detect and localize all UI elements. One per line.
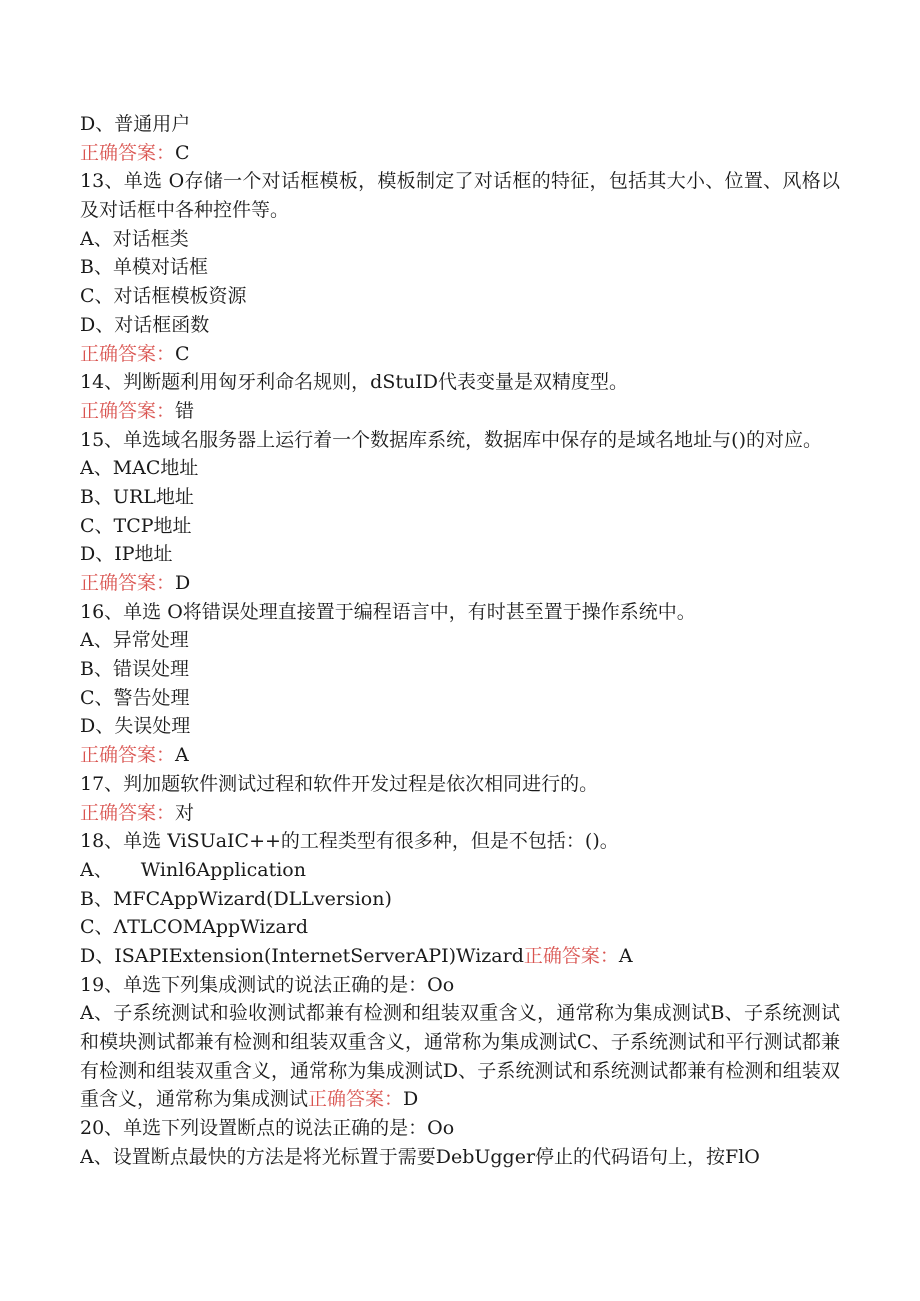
option-text: D、ISAPIExtension(InternetServerAPI)Wizard xyxy=(80,944,524,967)
answer-value: D xyxy=(175,572,191,595)
answer-line xyxy=(80,139,840,168)
question-19-options xyxy=(80,999,840,1114)
answer-value: 错 xyxy=(175,399,195,422)
option-line: A、对话框类 xyxy=(80,227,189,250)
option-prefix: A、 xyxy=(80,858,113,881)
option-line: D、失误处理 xyxy=(80,715,191,738)
answer-label: 正确答案： xyxy=(80,801,176,824)
option-line: B、URL地址 xyxy=(80,485,194,508)
option-line: C、警告处理 xyxy=(80,686,190,709)
answer-label: 正确答案： xyxy=(80,744,176,767)
question-13: 13、单选 O存储一个对话框模板，模板制定了对话框的特征，包括其大小、位置、风格以及对话框中各种控件等。 xyxy=(80,170,840,222)
option-line: C、对话框模板资源 xyxy=(80,285,247,308)
option-line: A、设置断点最快的方法是将光标置于需要DebUgger停止的代码语句上，按FlO xyxy=(80,1145,760,1168)
question-16: 16、单选 O将错误处理直接置于编程语言中，有时甚至置于操作系统中。 xyxy=(80,600,696,623)
question-17: 17、判加题软件测试过程和软件开发过程是依次相同进行的。 xyxy=(80,772,599,795)
answer-value: A xyxy=(618,944,633,967)
answer-label: 正确答案： xyxy=(523,944,619,967)
question-18: 18、单选 ViSUaIC++的工程类型有很多种，但是不包括：()。 xyxy=(80,830,619,853)
answer-value: 对 xyxy=(175,801,195,824)
answer-line xyxy=(80,340,840,369)
option-line xyxy=(80,942,840,971)
answer-line xyxy=(80,741,840,770)
document-page xyxy=(80,110,840,1172)
option-line: D、对话框函数 xyxy=(80,313,210,336)
option-line xyxy=(80,856,840,885)
option-line: B、错误处理 xyxy=(80,658,189,681)
question-20: 20、单选下列设置断点的说法正确的是：Oo xyxy=(80,1117,455,1140)
question-19: 19、单选下列集成测试的说法正确的是：Oo xyxy=(80,973,455,996)
option-line: B、单模对话框 xyxy=(80,256,208,279)
answer-line xyxy=(80,799,840,828)
option-line: D、普通用户 xyxy=(80,113,191,135)
answer-label: 正确答案： xyxy=(80,342,176,365)
question-15: 15、单选域名服务器上运行着一个数据库系统，数据库中保存的是域名地址与()的对应。 xyxy=(80,428,823,451)
option-line: D、IP地址 xyxy=(80,543,173,566)
option-line: C、ΛTLCOMAppWizard xyxy=(80,916,309,939)
answer-line xyxy=(80,569,840,598)
answer-value: C xyxy=(175,141,190,164)
answer-value: A xyxy=(175,744,189,767)
answer-label: 正确答案： xyxy=(80,572,176,595)
option-line: A、异常处理 xyxy=(80,629,189,652)
option-text: Winl6Application xyxy=(140,858,306,881)
answer-label: 正确答案： xyxy=(80,141,176,164)
option-line: A、MAC地址 xyxy=(80,457,199,480)
option-line: C、TCP地址 xyxy=(80,514,192,537)
option-line: B、MFCAppWizard(DLLversion) xyxy=(80,887,392,910)
answer-label: 正确答案： xyxy=(308,1088,404,1111)
answer-value: C xyxy=(175,342,190,365)
options-text: A、子系统测试和验收测试都兼有检测和组装双重含义，通常称为集成测试B、子系统测试和模块测试都兼有检测和组装双重含义，通常称为集成测试C、子系统测试和平行测试都兼有检测和组装双重含义，通常称为集成测试D、子系统测试和系统测试都兼有检测和组装双重含义，通常称为集成测试 xyxy=(80,1002,840,1111)
answer-value: D xyxy=(403,1088,419,1111)
answer-label: 正确答案： xyxy=(80,399,176,422)
answer-line xyxy=(80,397,840,426)
question-14: 14、判断题利用匈牙利命名规则，dStuID代表变量是双精度型。 xyxy=(80,371,628,394)
